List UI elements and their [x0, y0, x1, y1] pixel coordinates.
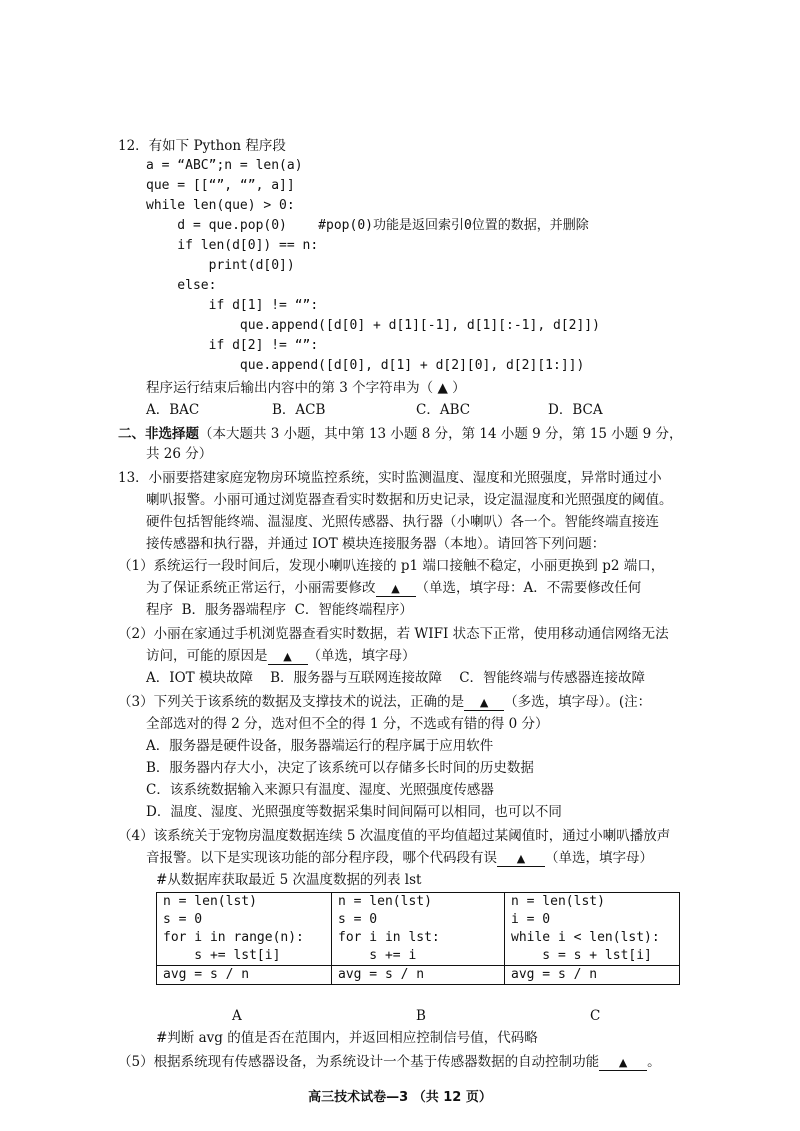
q12-option-b: B．ACB	[272, 402, 326, 418]
q12-code-line: print(d[0])	[146, 258, 295, 273]
section2-heading-line	[118, 424, 682, 444]
q13-p4-after: #判断 avg 的值是否在范围内，并返回相应控制信号值，代码略	[156, 1030, 538, 1046]
q13-p2-line	[146, 646, 416, 666]
q12-option-c: C．ABC	[416, 402, 471, 418]
code-comparison-table	[156, 892, 680, 985]
section2-desc-cont: 共 26 分）	[146, 446, 213, 462]
q13-p4-text: 音报警。以下是实现该功能的部分程序段，哪个代码段有误	[146, 850, 497, 866]
q13-p5-text: 。	[647, 1054, 661, 1070]
q13-p1-line: 程序 B．服务器端程序 C．智能终端程序）	[146, 602, 413, 618]
code-line: s += lst[i]	[163, 948, 281, 963]
q13-p3-option: A．服务器是硬件设备，服务器端运行的程序属于应用软件	[146, 738, 494, 754]
code-line: avg = s / n	[511, 967, 598, 982]
q12-code-line: else:	[146, 278, 217, 293]
q13-intro-line: 硬件包括智能终端、温湿度、光照传感器、执行器（小喇叭）各一个。智能终端直接连	[146, 514, 659, 530]
answer-blank[interactable]: ▲	[376, 582, 416, 597]
q12-option-a: A．BAC	[146, 402, 200, 418]
q13-p1-line	[146, 578, 641, 598]
q13-p1-text: 为了保证系统正常运行，小丽需要修改	[146, 580, 376, 596]
q13-intro-line: 接传感器和执行器，并通过 IOT 模块连接服务器（本地）。请回答下列问题：	[146, 536, 606, 552]
table-label-a: A	[232, 1008, 242, 1024]
q13-p1-line: （1）系统运行一段时间后，发现小喇叭连接的 p1 端口接触不稳定，小丽更换到 p2 端口，	[118, 558, 665, 574]
q13-p2-line: （2）小丽在家通过手机浏览器查看实时数据，若 WIFI 状态下正常，使用移动通信网络无法	[118, 626, 669, 642]
q12-option-d: D．BCA	[548, 402, 603, 418]
q12-code-line: que = [[“”, “”, a]]	[146, 178, 295, 193]
section2-desc: （本大题共 3 小题，其中第 13 小题 8 分，第 14 小题 9 分，第 15 小题 9 分，	[199, 426, 683, 442]
code-line: s = 0	[338, 912, 378, 927]
q13-p5-text: （5）根据系统现有传感器设备，为系统设计一个基于传感器数据的自动控制功能	[118, 1054, 600, 1070]
q12-title: 12．有如下 Python 程序段	[118, 138, 286, 154]
q13-p4-line	[146, 848, 653, 868]
code-line: n = len(lst)	[511, 894, 605, 909]
code-line: for i in range(n):	[163, 930, 304, 945]
q12-code-line: if d[2] != “”:	[146, 338, 319, 353]
q13-p2-text: （单选，填字母）	[307, 648, 416, 664]
code-option-a-last	[157, 966, 332, 985]
answer-blank[interactable]: ▲	[268, 650, 308, 665]
code-option-a	[157, 893, 332, 966]
q13-p1-text: （单选，填字母：A．不需要修改任何	[415, 580, 642, 596]
code-line: n = len(lst)	[338, 894, 432, 909]
table-label-b: B	[416, 1008, 426, 1024]
q13-p4-text: （单选，填字母）	[545, 850, 653, 866]
code-line: n = len(lst)	[163, 894, 257, 909]
code-line: avg = s / n	[163, 967, 250, 982]
code-option-c	[505, 893, 680, 966]
code-line: s += i	[338, 948, 417, 963]
q13-intro-line: 喇叭报警。小丽可通过浏览器查看实时数据和历史记录，设定温湿度和光照强度的阈值。	[146, 492, 673, 508]
q13-p3-option: D．温度、湿度、光照强度等数据采集时间间隔可以相同，也可以不同	[146, 804, 562, 820]
q13-p3-text: （3）下列关于该系统的数据及支撑技术的说法，正确的是	[118, 694, 465, 710]
code-line: s = s + lst[i]	[511, 948, 652, 963]
q13-p5-line	[118, 1052, 661, 1072]
q13-p2-text: 访问，可能的原因是	[146, 648, 268, 664]
code-line: i = 0	[511, 912, 551, 927]
q13-p3-line	[118, 692, 651, 712]
page-footer: 高三技术试卷—3 （共 12 页）	[308, 1090, 492, 1105]
section2-heading: 二、非选择题	[118, 426, 199, 442]
q12-code-line: while len(que) > 0:	[146, 198, 295, 213]
table-label-c: C	[590, 1008, 601, 1024]
answer-blank[interactable]: ▲	[599, 1056, 647, 1071]
code-option-b-last	[332, 966, 505, 985]
q12-code-line: if d[1] != “”:	[146, 298, 319, 313]
q13-p3-note: 全部选对的得 2 分，选对但不全的得 1 分，不选或有错的得 0 分）	[146, 716, 549, 732]
code-option-b	[332, 893, 505, 966]
q13-p3-option: C．该系统数据输入来源只有温度、湿度、光照强度传感器	[146, 782, 494, 798]
code-line: s = 0	[163, 912, 203, 927]
q12-question: 程序运行结束后输出内容中的第 3 个字符串为（ ▲ ）	[146, 380, 466, 396]
q12-code-line: que.append([d[0] + d[1][-1], d[1][:-1], d[2]])	[146, 318, 600, 333]
q13-intro-line: 13．小丽要搭建家庭宠物房环境监控系统，实时监测温度、湿度和光照强度，异常时通过小	[118, 470, 662, 486]
q12-code-line: if len(d[0]) == n:	[146, 238, 319, 253]
q13-p2-options: A．IOT 模块故障 B．服务器与互联网连接故障 C．智能终端与传感器连接故障	[146, 670, 646, 686]
q12-code-line: que.append([d[0], d[1] + d[2][0], d[2][1:]])	[146, 358, 585, 373]
q13-p3-option: B．服务器内存大小，决定了该系统可以存储多长时间的历史数据	[146, 760, 534, 776]
q13-p4-comment: #从数据库获取最近 5 次温度数据的列表 lst	[156, 872, 422, 888]
answer-blank[interactable]: ▲	[497, 852, 545, 867]
q12-code-line: a = “ABC”;n = len(a)	[146, 158, 303, 173]
code-line: for i in lst:	[338, 930, 440, 945]
code-option-c-last	[505, 966, 680, 985]
q13-p3-text: （多选，填字母）。(注：	[504, 694, 652, 710]
answer-blank[interactable]: ▲	[464, 696, 504, 711]
q12-code-line: d = que.pop(0) #pop(0)功能是返回索引0位置的数据，并删除	[146, 218, 589, 233]
code-line: while i < len(lst):	[511, 930, 660, 945]
code-line: avg = s / n	[338, 967, 425, 982]
q13-p4-line: （4）该系统关于宠物房温度数据连续 5 次温度值的平均值超过某阈值时，通过小喇叭播放声	[118, 828, 671, 844]
